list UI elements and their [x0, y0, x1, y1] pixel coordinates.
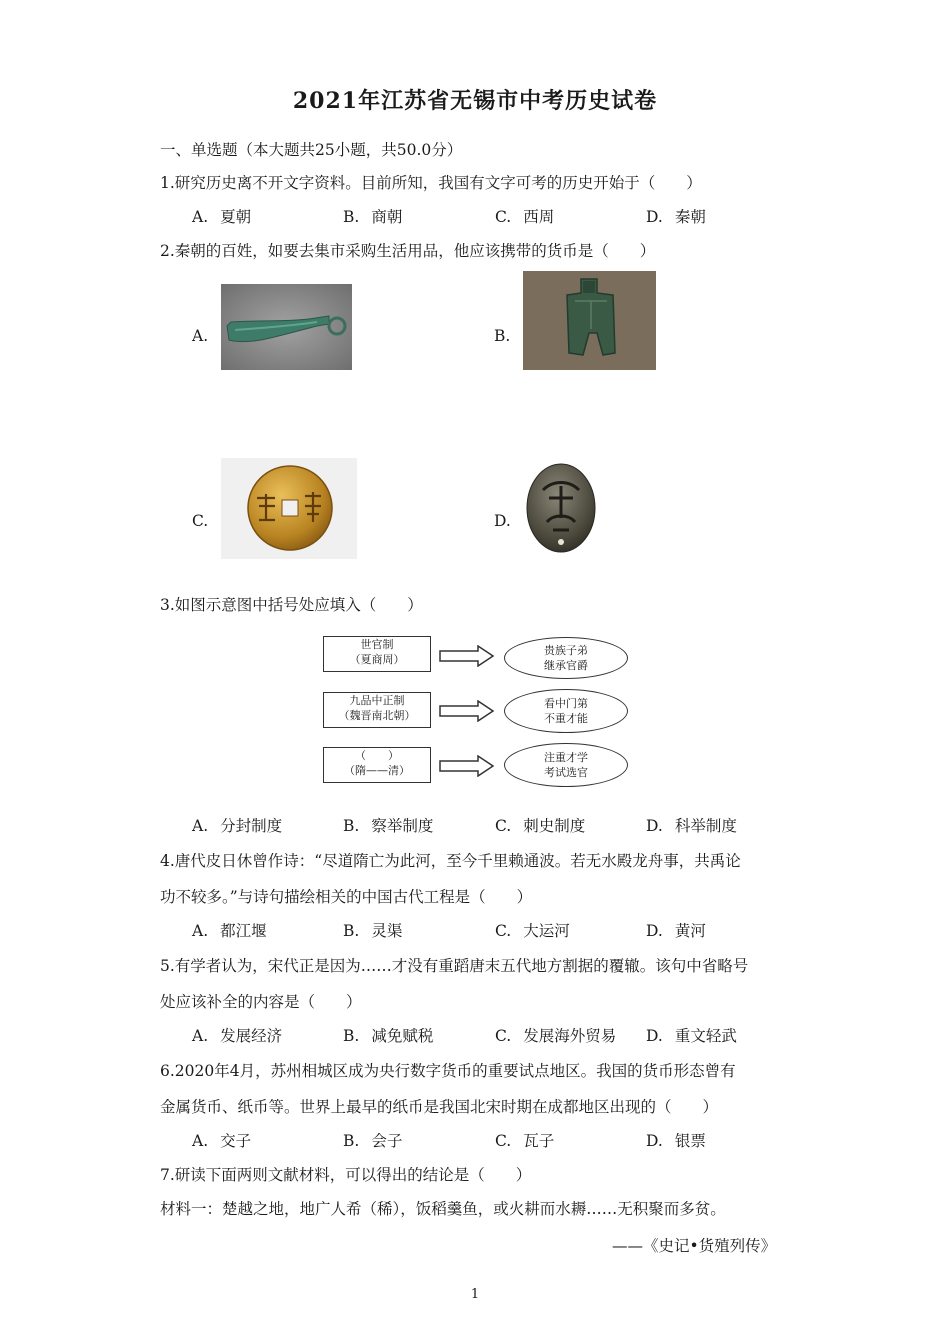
question-1-option-b[interactable] — [343, 206, 402, 228]
option-letter: D. — [646, 1027, 663, 1045]
question-1-option-d[interactable] — [646, 206, 706, 228]
diagram-box-title: （ ） — [355, 749, 399, 762]
banliang-coin-icon — [221, 458, 357, 559]
diagram-oval-line: 看中门第 — [544, 697, 588, 710]
question-2-option-d-label[interactable]: D. — [494, 512, 511, 530]
option-text: 分封制度 — [220, 817, 283, 835]
diagram-oval-line: 贵族子弟 — [544, 644, 588, 657]
question-7-material: 材料一：楚越之地，地广人希（稀），饭稻羹鱼，或火耕而水耨……无积聚而多贫。 — [160, 1200, 726, 1218]
option-text: 察举制度 — [371, 817, 434, 835]
question-3-option-d[interactable] — [646, 815, 737, 837]
arrow-right-icon — [438, 700, 496, 722]
option-text: 都江堰 — [220, 922, 267, 940]
option-letter: B. — [343, 1132, 360, 1150]
option-letter: C. — [495, 1027, 512, 1045]
option-text: 瓦子 — [523, 1132, 555, 1150]
option-letter: C. — [495, 922, 512, 940]
question-2-option-a-label[interactable]: A. — [192, 327, 209, 345]
option-text: 灵渠 — [371, 922, 403, 940]
option-letter: A. — [192, 817, 209, 835]
question-5-option-a[interactable] — [192, 1025, 282, 1047]
question-7-source: ——《史记•货殖列传》 — [612, 1237, 777, 1255]
diagram-box-shiguan — [323, 636, 431, 672]
page-number: 1 — [470, 1287, 480, 1302]
diagram-oval-line: 不重才能 — [544, 712, 588, 725]
question-6-option-c[interactable] — [495, 1130, 554, 1152]
diagram-oval-line: 继承官爵 — [544, 659, 588, 672]
section-heading: 一、单选题（本大题共25小题，共50.0分） — [160, 141, 463, 159]
question-2-stem: 2.秦朝的百姓，如要去集市采购生活用品，他应该携带的货币是（ ） — [160, 242, 656, 260]
diagram-box-period: （魏晋南北朝） — [338, 709, 416, 722]
diagram-box-period: （夏商周） — [349, 653, 405, 666]
question-5-stem-line-1: 5.有学者认为，宋代正是因为……才没有重蹈唐末五代地方割据的覆辙。该句中省略号 — [160, 957, 749, 975]
question-6-option-d[interactable] — [646, 1130, 706, 1152]
diagram-box-blank — [323, 747, 431, 783]
question-2-option-c-label[interactable]: C. — [192, 512, 209, 530]
diagram-box-title: 世官制 — [360, 638, 394, 651]
system-diagram — [320, 633, 632, 791]
question-5-stem-line-2: 处应该补全的内容是（ ） — [160, 993, 362, 1011]
option-text: 夏朝 — [220, 208, 252, 226]
option-text: 科举制度 — [674, 817, 737, 835]
diagram-box-title: 九品中正制 — [349, 694, 405, 707]
option-letter: D. — [646, 1132, 663, 1150]
question-4-option-b[interactable] — [343, 920, 402, 942]
option-text: 黄河 — [674, 922, 706, 940]
option-letter: B. — [343, 922, 360, 940]
option-letter: A. — [192, 922, 209, 940]
option-text: 重文轻武 — [674, 1027, 737, 1045]
question-5-option-c[interactable] — [495, 1025, 616, 1047]
diagram-oval-keju — [504, 743, 628, 787]
option-letter: A. — [192, 208, 209, 226]
option-text: 交子 — [220, 1132, 252, 1150]
question-3-option-c[interactable] — [495, 815, 585, 837]
option-letter: D. — [646, 922, 663, 940]
diagram-oval-shiguan — [504, 637, 628, 679]
option-text: 秦朝 — [674, 208, 706, 226]
question-3-stem: 3.如图示意图中括号处应填入（ ） — [160, 596, 423, 614]
question-4-option-d[interactable] — [646, 920, 706, 942]
option-letter: A. — [192, 1132, 209, 1150]
question-1-stem: 1.研究历史离不开文字资料。目前所知，我国有文字可考的历史开始于（ ） — [160, 174, 702, 192]
diagram-box-jiupin — [323, 692, 431, 728]
option-letter: A. — [192, 1027, 209, 1045]
option-text: 西周 — [523, 208, 555, 226]
question-2-option-b-label[interactable]: B. — [494, 327, 511, 345]
option-letter: C. — [495, 817, 512, 835]
question-5-option-b[interactable] — [343, 1025, 433, 1047]
question-6-option-a[interactable] — [192, 1130, 251, 1152]
option-letter: C. — [495, 1132, 512, 1150]
arrow-right-icon — [438, 645, 496, 667]
option-text: 发展海外贸易 — [523, 1027, 617, 1045]
option-text: 银票 — [674, 1132, 706, 1150]
page-title: 2021年江苏省无锡市中考历史试卷 — [292, 88, 658, 114]
option-letter: B. — [343, 1027, 360, 1045]
question-1-option-a[interactable] — [192, 206, 251, 228]
knife-coin-icon — [221, 284, 352, 370]
question-5-option-d[interactable] — [646, 1025, 737, 1047]
diagram-oval-jiupin — [504, 689, 628, 733]
question-4-stem-line-1: 4.唐代皮日休曾作诗：“尽道隋亡为此河，至今千里赖通波。若无水殿龙舟事，共禹论 — [160, 852, 741, 870]
option-letter: D. — [646, 208, 663, 226]
question-4-option-c[interactable] — [495, 920, 570, 942]
diagram-oval-line: 注重才学 — [544, 751, 588, 764]
option-text: 会子 — [371, 1132, 403, 1150]
option-text: 商朝 — [371, 208, 403, 226]
option-letter: D. — [646, 817, 663, 835]
question-1-option-c[interactable] — [495, 206, 554, 228]
option-letter: B. — [343, 817, 360, 835]
option-text: 发展经济 — [220, 1027, 283, 1045]
question-4-stem-line-2: 功不较多。”与诗句描绘相关的中国古代工程是（ ） — [160, 888, 533, 906]
option-letter: B. — [343, 208, 360, 226]
option-letter: C. — [495, 208, 512, 226]
question-6-stem-line-2: 金属货币、纸币等。世界上最早的纸币是我国北宋时期在成都地区出现的（ ） — [160, 1098, 719, 1116]
option-text: 大运河 — [523, 922, 570, 940]
question-4-option-a[interactable] — [192, 920, 267, 942]
diagram-oval-line: 考试选官 — [544, 766, 588, 779]
question-6-stem-line-1: 6.2020年4月，苏州相城区成为央行数字货币的重要试点地区。我国的货币形态曾有 — [160, 1062, 736, 1080]
question-3-option-a[interactable] — [192, 815, 282, 837]
option-text: 减免赋税 — [371, 1027, 434, 1045]
spade-coin-icon — [523, 271, 656, 370]
question-3-option-b[interactable] — [343, 815, 433, 837]
question-6-option-b[interactable] — [343, 1130, 402, 1152]
diagram-box-period: （隋——清） — [344, 764, 410, 777]
option-text: 刺史制度 — [523, 817, 586, 835]
question-7-stem: 7.研读下面两则文献材料，可以得出的结论是（ ） — [160, 1166, 532, 1184]
ant-nose-coin-icon — [523, 462, 599, 556]
arrow-right-icon — [438, 755, 496, 777]
